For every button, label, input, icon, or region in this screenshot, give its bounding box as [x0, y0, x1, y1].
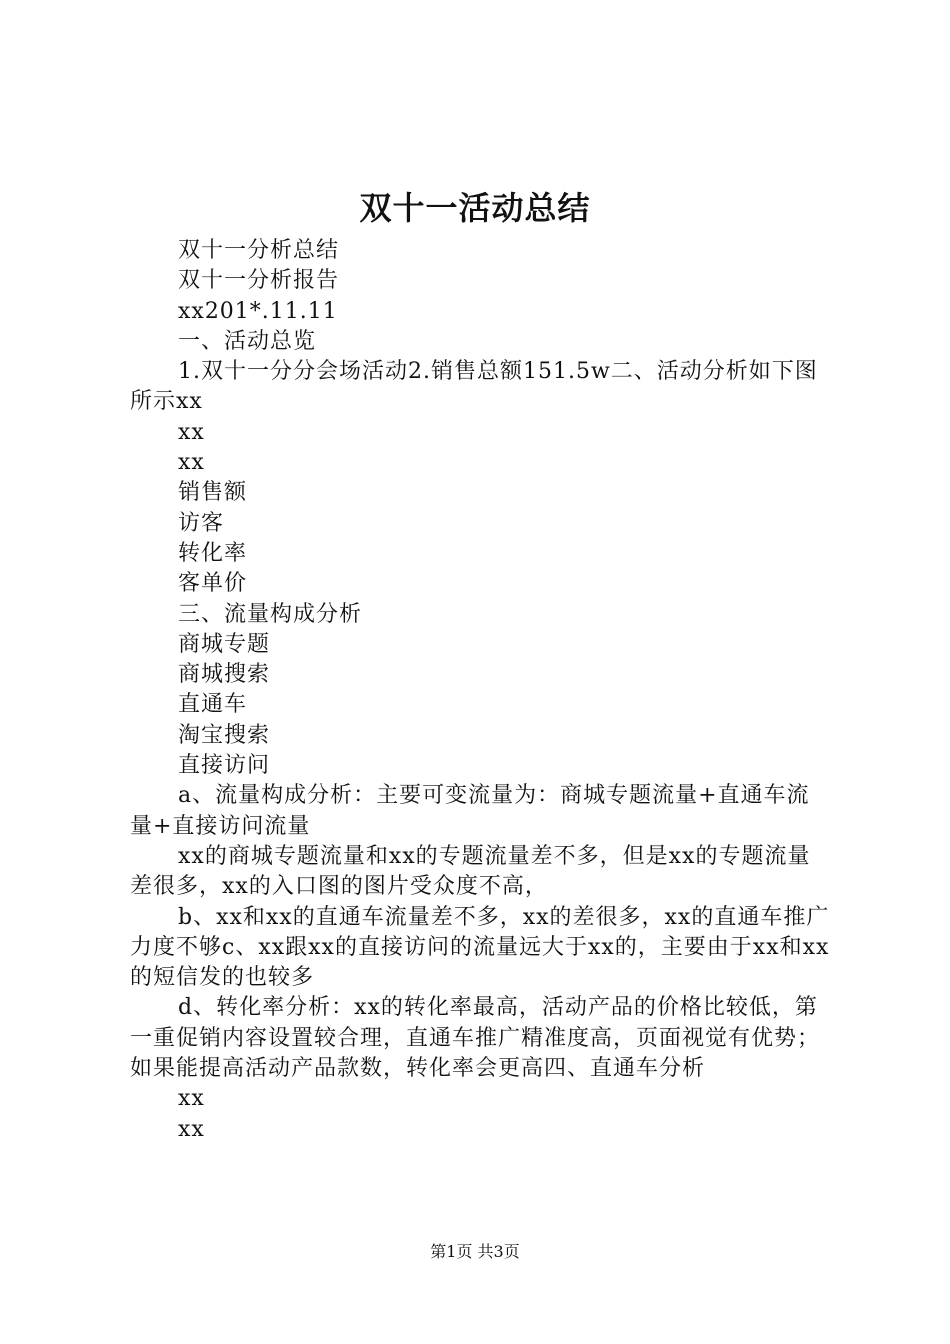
page-footer: 第1页 共3页	[430, 1242, 520, 1261]
document-body	[130, 236, 830, 1145]
paragraph: 双十一分析总结	[178, 238, 340, 263]
paragraph: xx	[178, 1086, 205, 1112]
paragraph: 双十一分析报告	[178, 268, 340, 294]
paragraph: xx	[178, 1116, 205, 1142]
paragraph: a、流量构成分析：主要可变流量为：商城专题流量+直通车流量+直接访问流量	[130, 783, 810, 839]
document-title: 双十一活动总结	[359, 189, 591, 227]
paragraph: 商城专题	[178, 631, 271, 657]
paragraph: 淘宝搜索	[178, 722, 271, 748]
paragraph: 1.双十一分分会场活动2.销售总额151.5w二、活动分析如下图所示xx	[130, 359, 818, 415]
paragraph: xx	[178, 450, 205, 476]
paragraph: 直通车	[178, 692, 248, 718]
paragraph: xx的商城专题流量和xx的专题流量差不多，但是xx的专题流量差很多，xx的入口图的图片受众度不高，	[130, 843, 811, 900]
paragraph: 客单价	[178, 571, 248, 597]
section-heading: 三、流量构成分析	[178, 601, 363, 627]
paragraph: 访客	[178, 510, 225, 536]
section-heading: 一、活动总览	[178, 328, 317, 354]
paragraph: d、转化率分析：xx的转化率最高，活动产品的价格比较低，第一重促销内容设置较合理，直通车推广精准度高，页面视觉有优势；如果能提高活动产品款数，转化率会更高四、直通车分析	[130, 995, 821, 1082]
paragraph: 转化率	[178, 540, 248, 566]
paragraph: 销售额	[178, 480, 248, 506]
paragraph: xx201*.11.11	[178, 298, 338, 324]
paragraph: 商城搜索	[178, 662, 271, 688]
paragraph: b、xx和xx的直通车流量差不多，xx的差很多，xx的直通车推广力度不够c、xx跟xx的直接访问的流量远大于xx的，主要由于xx和xx的短信发的也较多	[130, 904, 830, 991]
paragraph: 直接访问	[178, 753, 271, 779]
paragraph: xx	[178, 419, 205, 445]
